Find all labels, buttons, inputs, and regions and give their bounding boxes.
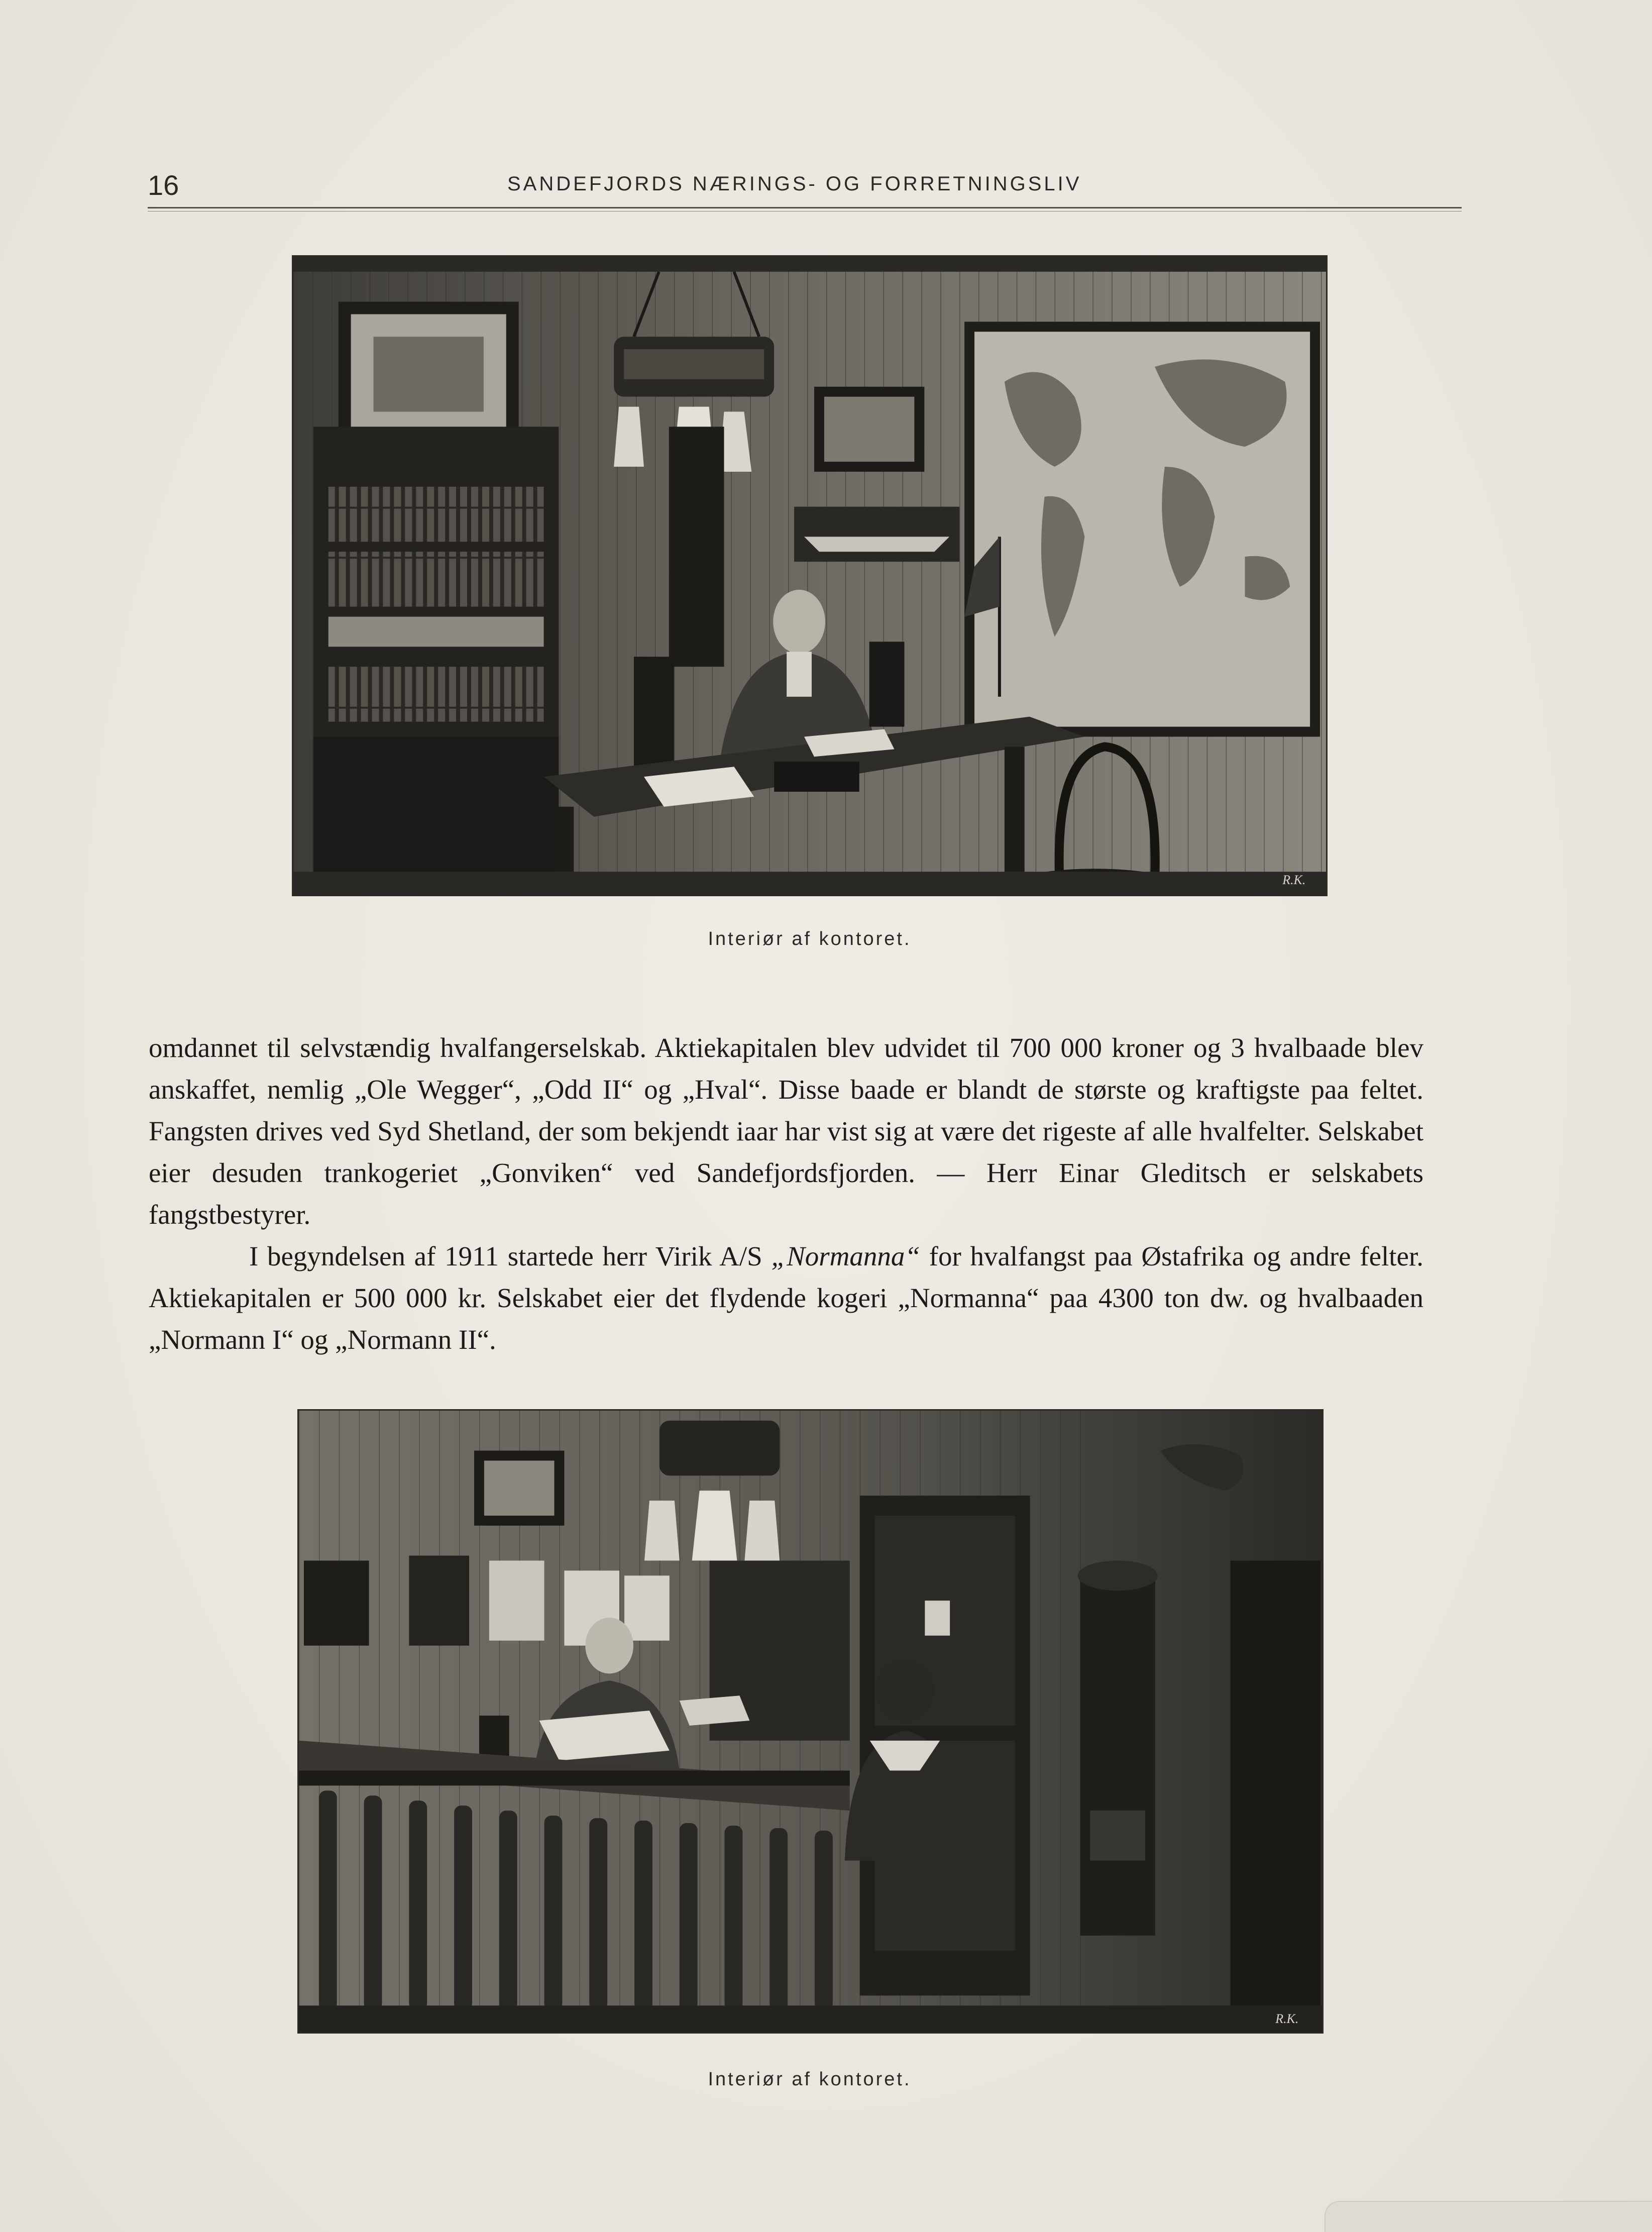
paragraph-normanna-intro: I begyndelsen af 1911 startede herr Virik A/S [249, 1241, 772, 1271]
page-corner-edge [1325, 2201, 1652, 2232]
running-header [148, 166, 1462, 206]
paragraph-normanna [149, 1235, 1423, 1360]
photographer-mark-2: R.K. [1275, 2011, 1299, 2027]
office-interior-photo-2 [297, 1409, 1324, 2034]
header-rule [148, 207, 1462, 208]
paragraph-normanna-rest: for hvalfangst paa Østafrika og andre felter. Aktiekapitalen er 500 000 kr. Selskabet eier det flydende kogeri „Normanna“ paa 4300 ton dw. og hvalbaaden „Normann I“ og „Normann II“. [149, 1241, 1423, 1355]
company-name-normanna: „Normanna“ [771, 1241, 920, 1271]
body-text [149, 1027, 1423, 1360]
page-number: 16 [148, 169, 179, 201]
office-photo-1-illustration [293, 257, 1326, 895]
office-interior-photo-1 [292, 255, 1328, 896]
running-title: SANDEFJORDS NÆRINGS- OG FORRETNINGSLIV [507, 173, 1082, 195]
office-photo-2-illustration [299, 1411, 1322, 2032]
paragraph-continued: omdannet til selvstændig hvalfangerselskab. Aktiekapitalen blev udvidet til 700 000 kroner og 3 hvalbaade blev anskaffet, nemlig „Ole Wegger“, „Odd II“ og „Hval“. Disse baade er blandt de største og kraftigste paa feltet. Fangsten drives ved Syd Shetland, der som bekjendt iaar har vist sig at være det rigeste af alle hvalfelter. Selskabet eier desuden trankogeriet „Gonviken“ ved Sandefjordsfjorden. — Herr Einar Gleditsch er selskabets fangstbestyrer. [149, 1032, 1423, 1230]
photographer-mark-1: R.K. [1282, 873, 1306, 888]
figure-caption-1: Interiør af kontoret. [708, 928, 912, 949]
figure-caption-2: Interiør af kontoret. [708, 2069, 912, 2090]
